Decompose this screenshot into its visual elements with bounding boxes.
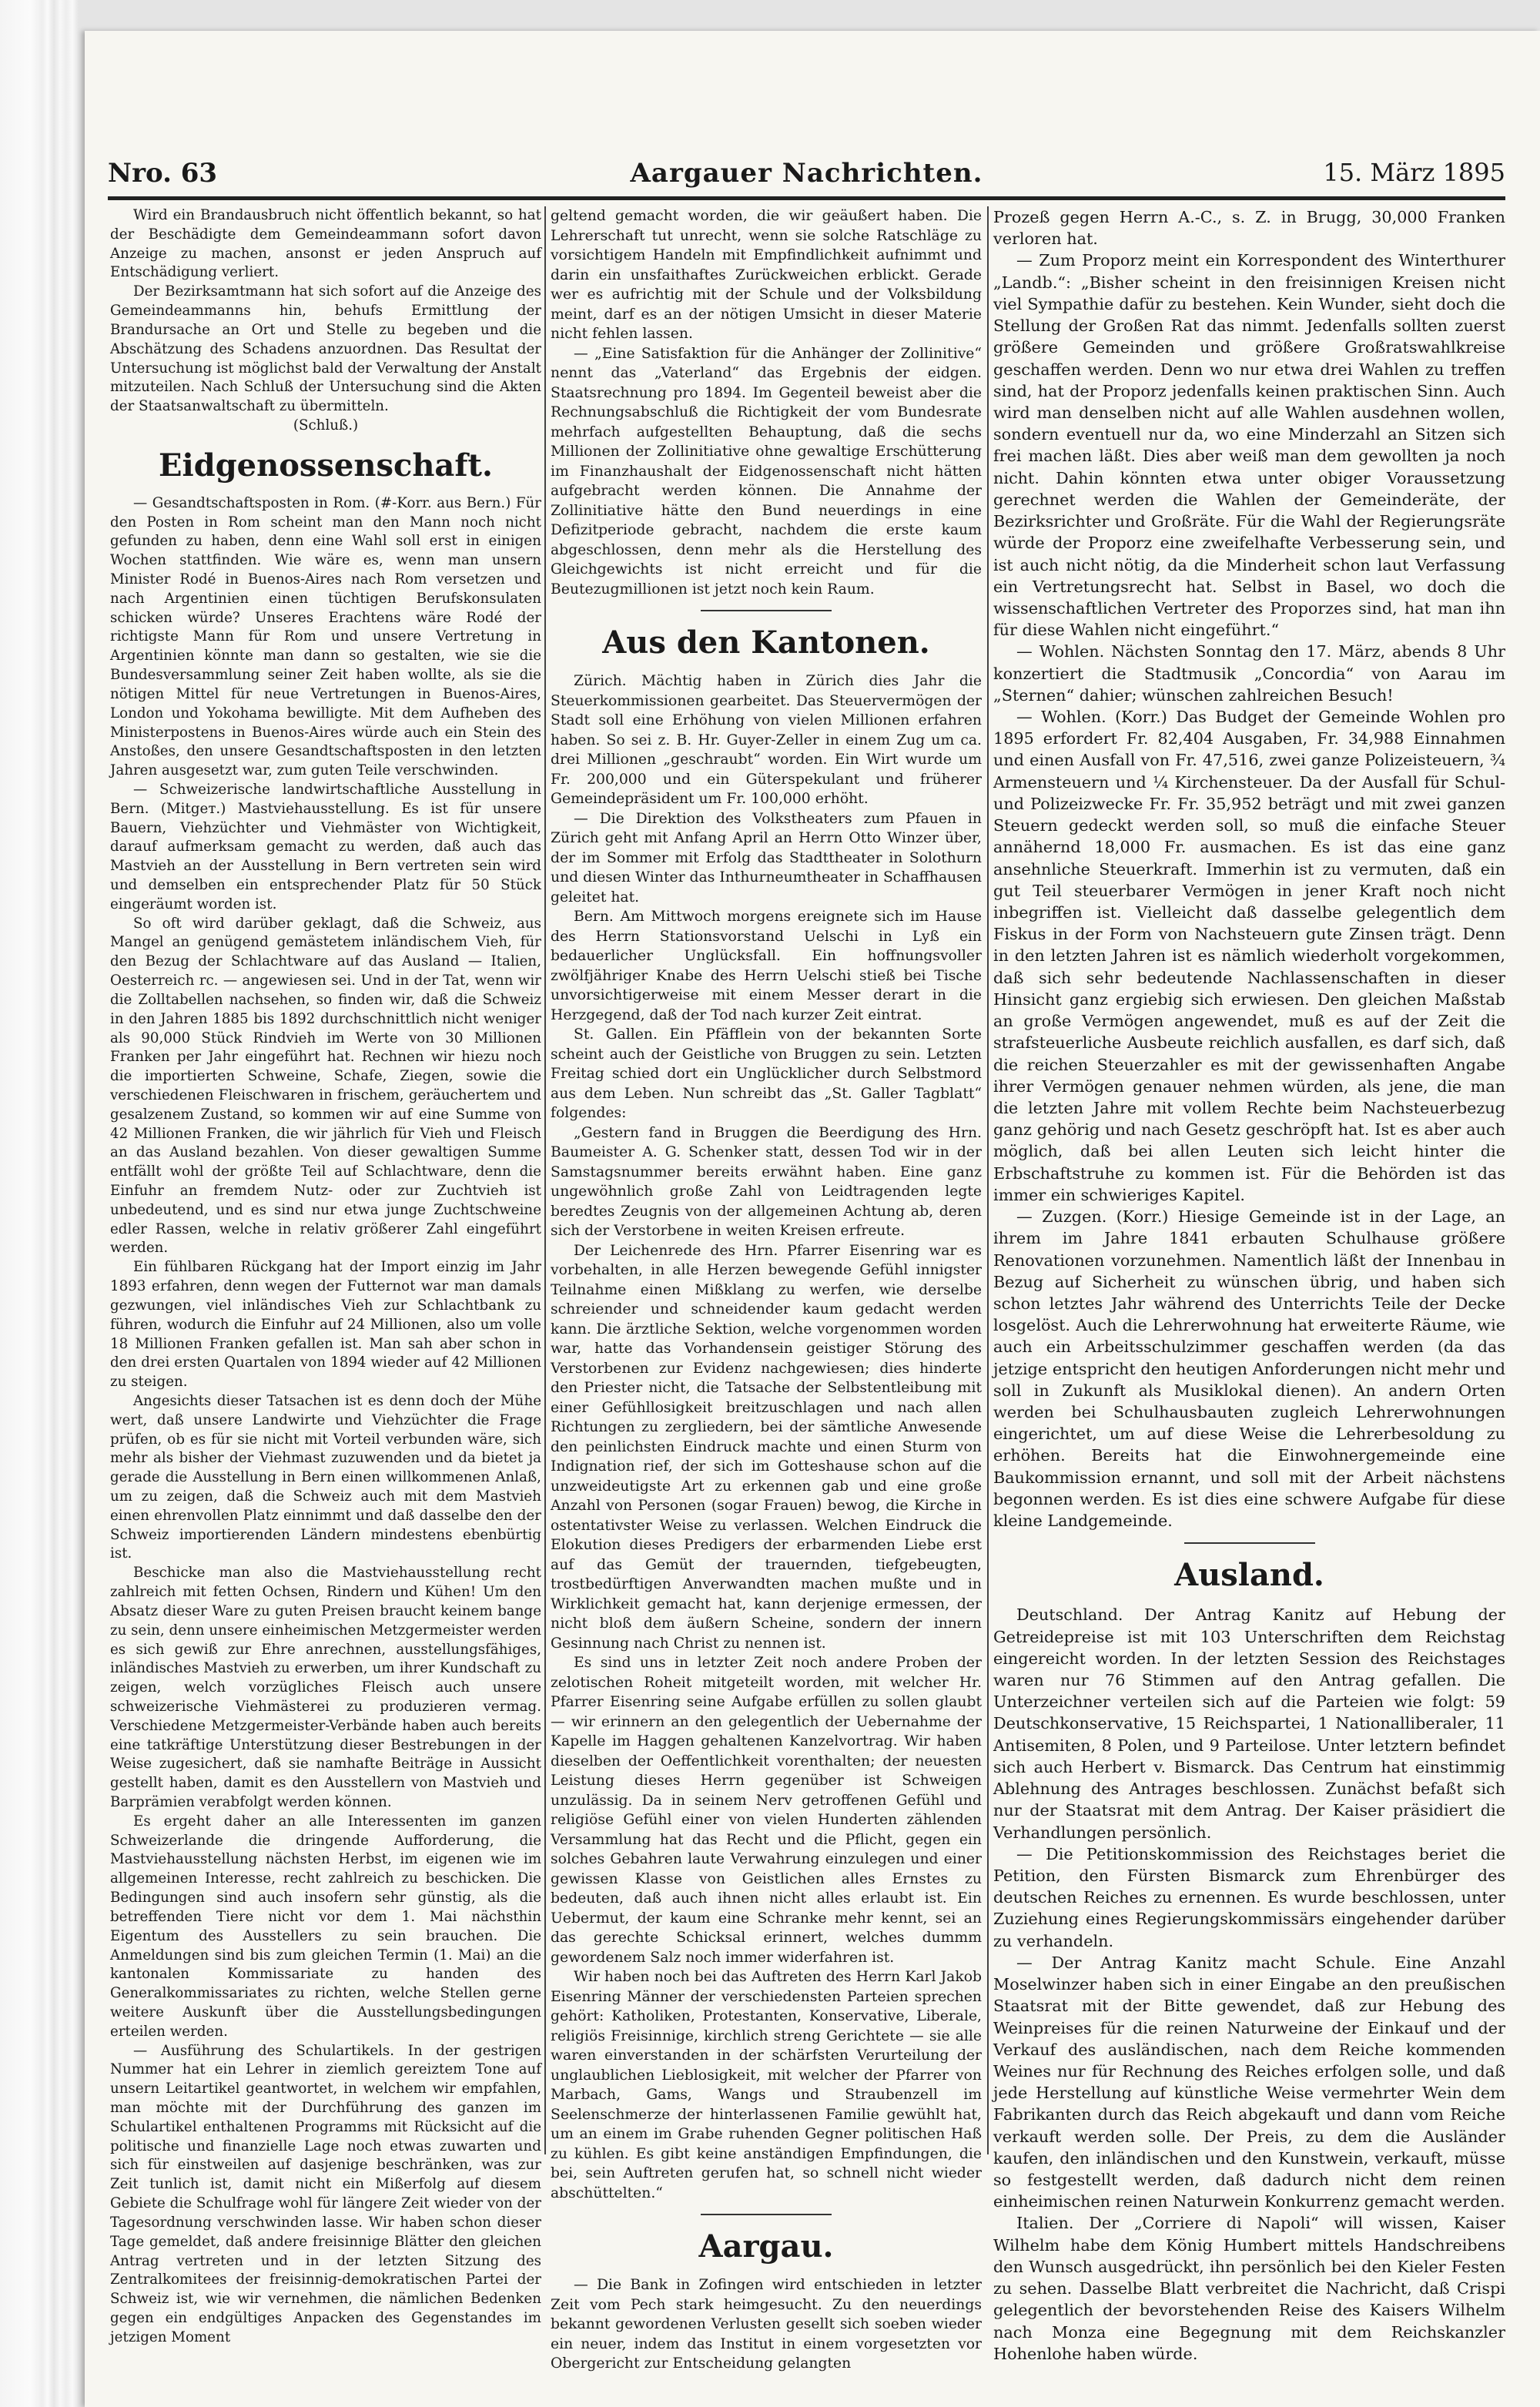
- article-paragraph: Wird ein Brandausbruch nicht öffentlich bekannt, so hat der Beschädigte dem Gemeindeammann sofort davon Anzeige zu machen, ansonst er jeden Anspruch auf Entschädigung verliert.: [110, 207, 541, 281]
- column-3: [993, 206, 1505, 2365]
- article-paragraph: Der Leichenrede des Hrn. Pfarrer Eisenring war es vorbehalten, in alle Herzen bewegende Gefühl innigster Teilnahme einen Mißklang zu werfen, wie derselbe schreiender und schneidender kaum gedacht werden kann. Die ärztliche Sektion, welche vorgenommen worden war, hatte das Vorhandensein geistiger Störung des Verstorbenen zur Evidenz nachgewiesen; dies hinderte den Priester nicht, die Tatsache der Selbstentleibung mit einer Gefühllosigkeit breitzuschlagen und nach allen Richtungen zu zergliedern, bei der sämtliche Anwesende den peinlichsten Eindruck machte und einen Sturm von Indignation rief, der sich im Gotteshause schon auf die unzweideutigste Art zu erkennen gab und eine große Anzahl von Personen (sogar Frauen) bewog, die Kirche in ostentativster Weise zu verlassen. Welchen Eindruck die Elokution dieses Predigers der erbarmenden Liebe erst auf das Gemüt der trauernden, tiefgebeugten, trostbedürftigen Anverwandten machen mußte und in Wirklichkeit gemacht hat, kann derjenige ermessen, der nicht bloß dem äußern Scheine, sondern der innern Gesinnung nach Christ zu nennen ist.: [551, 1242, 982, 1652]
- article-paragraph: Beschicke man also die Mastviehausstellung recht zahlreich mit fetten Ochsen, Rindern und Kühen! Um den Absatz dieser Ware zu guten Preisen braucht keinem bange zu sein, denn unsere einheimischen Metzgermeister werden es sich gewiß zur Ehre anrechnen, ausstellungsfähiges, inländisches Mastvieh zu erwerben, um ihrer Kundschaft zu zeigen, welch vorzügliches Fleisch auch unsere schweizerische Viehmästerei zu produzieren vermag. Verschiedene Metzgermeister-Verbände haben auch bereits eine tatkräftige Unterstützung dieser Bestrebungen in der Weise zugesichert, daß sie namhafte Beiträge in Aussicht gestellt haben, damit es den Ausstellern von Mastvieh und Barprämien verabfolgt werden können.: [110, 1565, 541, 1810]
- article-paragraph: — Zum Proporz meint ein Korrespondent des Winterthurer „Landb.“: „Bisher scheint in den freisinnigen Kreisen nicht viel Sympathie dafür zu bestehen. Kein Wunder, sieht doch die Stellung der Großen Rat das nimmt. Jedenfalls sollten zuerst größere Gemeinden und größere Großratswahlkreise geschaffen werden. Denn wo nur etwa drei Wahlen zu treffen sind, hat der Proporz jedenfalls keinen praktischen Sinn. Auch wird man denselben nicht auf alle Wahlen ausdehnen wollen, sondern eventuell nur da, wo eine Minderzahl an Sitzen sich frei machen läßt. Dies aber weiß man dem gewollten ja noch nicht. Dahin könnten etwa unter obiger Voraussetzung gerechnet werden die Wahlen der Gemeinderäte, der Bezirksrichter und Großräte. Für die Wahl der Regierungsräte würde der Proporz eine zweifelhafte Verbesserung sein, und ist auch nicht nötig, da die Minderheit schon laut Verfassung ein Vertretungsrecht hat. Selbst in Basel, wo doch die wissenschaftlichen Vertreter des Proporzes sind, hat man ihn für diese Wahlen nicht eingeführt.“: [993, 251, 1505, 640]
- issue-number: Nro. 63: [108, 158, 218, 189]
- article-paragraph: Es ergeht daher an alle Interessenten im ganzen Schweizerlande die dringende Aufforderung, die Mastviehausstellung nächsten Herbst, im eigenen wie im allgemeinen Interesse, recht zahlreich zu beschicken. Die Bedingungen sind auch insofern sehr günstig, als die betreffenden Tiere nicht vor dem 1. Mai nächsthin Eigentum des Ausstellers zu sein brauchen. Die Anmeldungen sind bis zum gleichen Termin (1. Mai) an die kantonalen Kommissariate zu handen des Generalkommissariates zu richten, welche Stellen gerne weitere Auskunft über die Ausstellungsbedingungen erteilen werden.: [110, 1813, 541, 2040]
- article-paragraph: „Gestern fand in Bruggen die Beerdigung des Hrn. Baumeister A. G. Schenker statt, dessen Tod wir in der Samstagsnummer bereits erwähnt haben. Eine ganz ungewöhnlich große Zahl von Leidtragenden legte beredtes Zeugnis von der allgemeinen Achtung ab, deren sich der Verstorbene in weiten Kreisen erfreute.: [551, 1124, 982, 1239]
- article-paragraph: Der Bezirksamtmann hat sich sofort auf die Anzeige des Gemeindeammanns hin, behufs Ermittlung der Brandursache an Ort und Stelle zu begeben und die Abschätzung des Schadens anzuordnen. Das Resultat der Untersuchung ist möglichst bald der Verwaltung der Anstalt mitzuteilen. Nach Schluß der Untersuchung sind die Akten der Staatsanwaltschaft zu übermitteln.: [110, 283, 541, 415]
- column-divider: [544, 206, 546, 2154]
- column-2: [551, 206, 982, 2374]
- column-divider: [987, 206, 989, 2154]
- article-paragraph: Prozeß gegen Herrn A.-C., s. Z. in Brugg, 30,000 Franken verloren hat.: [993, 208, 1505, 249]
- article-paragraph: Angesichts dieser Tatsachen ist es denn doch der Mühe wert, daß unsere Landwirte und Viehzüchter die Frage prüfen, ob es für sie nicht mit Vorteil verbunden wäre, sich mehr als bisher der Viehmast zuzuwenden und da bietet ja gerade die Ausstellung in Bern einen willkommenen Anlaß, um zu zeigen, daß die Schweiz auch mit dem Mastvieh einen ehrenvollen Platz einnimmt und daß dasselbe den der Schweiz importierenden Ländern mindestens ebenbürtig ist.: [110, 1392, 541, 1562]
- page-header: [108, 158, 1505, 200]
- section-heading-kantonen: Aus den Kantonen.: [602, 624, 930, 661]
- article-paragraph: Zürich. Mächtig haben in Zürich dies Jahr die Steuerkommissionen gearbeitet. Das Steuervermögen der Stadt soll eine Erhöhung von vielen Millionen erfahren haben. So sei z. B. Hr. Guyer-Zeller in einem Zug um ca. drei Millionen „geschraubt“ worden. Ein Wirt wurde um Fr. 200,000 und ein Güterspekulant und früherer Gemeindepräsident um Fr. 100,000 erhöht.: [551, 673, 982, 807]
- article-paragraph: — Wohlen. Nächsten Sonntag den 17. März, abends 8 Uhr konzertiert die Stadtmusik „Concordia“ von Aarau im „Sternen“ dahier; wünschen zahlreichen Besuch!: [993, 642, 1505, 705]
- section-heading-ausland: Ausland.: [1174, 1557, 1324, 1594]
- section-heading-aargau: Aargau.: [698, 2228, 834, 2265]
- article-paragraph: So oft wird darüber geklagt, daß die Schweiz, aus Mangel an genügend gemästetem inländischem Vieh, für den Bezug der Schlachtware auf das Ausland — Italien, Oesterreich rc. — angewiesen sei. Und in der Tat, wenn wir die Zolltabellen nachsehen, so finden wir, daß die Schweiz in den Jahren 1885 bis 1892 durchschnittlich nicht weniger als 90,000 Stück Rindvieh im Werte von 30 Millionen Franken per Jahr eingeführt hat. Rechnen wir hiezu noch die importierten Schweine, Schafe, Ziegen, sowie die verschiedenen Fleischwaren in frischem, geräuchertem und gesalzenem Zustand, so kommen wir auf eine Summe von 42 Millionen Franken, die wir jährlich für Vieh und Fleisch an das Ausland bezahlen. Von dieser gewaltigen Summe entfällt wohl der größte Teil auf Schlachtware, denn die Einfuhr an fremdem Nutz- oder zur Zuchtvieh ist unbedeutend, und es sind nur etwa junge Zuchtschweine edler Rassen, welche in relativ größerer Zahl eingeführt werden.: [110, 915, 541, 1257]
- article-paragraph: Bern. Am Mittwoch morgens ereignete sich im Hause des Herrn Stationsvorstand Uelschi in Lyß ein bedauerlicher Unglücksfall. Ein hoffnungsvoller zwölfjähriger Knabe des Herrn Uelschi stieß bei Tische unvorsichtigerweise mit einem Messer derart in die Herzgegend, daß der Tod nach kurzer Zeit eintrat.: [551, 909, 982, 1023]
- article-paragraph: St. Gallen. Ein Pfäfflein von der bekannten Sorte scheint auch der Geistliche von Bruggen zu sein. Letzten Freitag schied dort ein Unglücklicher durch Selbstmord aus dem Leben. Nun schreibt das „St. Galler Tagblatt“ folgendes:: [551, 1026, 982, 1121]
- article-paragraph: — Wohlen. (Korr.) Das Budget der Gemeinde Wohlen pro 1895 erfordert Fr. 82,404 Ausgaben, Fr. 34,988 Einnahmen und einen Ausfall von Fr. 47,516, zwei ganze Polizeisteuern, ¾ Armensteuern und ¼ Kirchensteuer. Da der Ausfall für Schul- und Polizeizwecke Fr. Fr. 35,952 beträgt und mit zwei ganzen Steuern gedeckt werden soll, so muß die einfache Steuer annähernd 18,000 Fr. ausmachen. Es ist das eine ganz ansehnliche Steuerkraft. Immerhin ist zu vermuten, daß ein gut Teil steuerbarer Vermögen in jener Kraft noch nicht inbegriffen ist. Vielleicht daß dasselbe gelegentlich dem Fiskus in der Form von Nachsteuern gute Zinsen trägt. Denn in den letzten Jahren ist es nämlich wiederholt vorgekommen, daß sich sehr bedeutende Nachlassenschaften in dieser Hinsicht ganz ergiebig sich erwiesen. Den gleichen Maßstab an große Vermögen angewendet, muß es auf der Zeit die strafsteuerliche Ausbeute reichlich ausfallen, es darf sich, daß die reichen Steuerzahler es mit der gewissenhaften Angabe ihrer Vermögen genauer nehmen würden, als jene, die man die letzten Jahre mit vollem Rechte beim Nachsteuerbezug ganz gehörig und nach Gesetz geschröpft hat. Ist es aber auch möglich, daß bei allen Leuten sich leicht hinter die Erbschaftstruhe zu kommen ist. Für die Behörden ist das immer ein schwieriges Kapitel.: [993, 708, 1505, 1204]
- article-paragraph: — Die Petitionskommission des Reichstages beriet die Petition, den Fürsten Bismarck zum Ehrenbürger des deutschen Reiches zu ernennen. Es wurde beschlossen, unter Zuziehung eines Regierungskommissärs eingehender darüber zu verhandeln.: [993, 1844, 1505, 1950]
- article-paragraph: Es sind uns in letzter Zeit noch andere Proben der zelotischen Roheit mitgeteilt worden, mit welcher Hr. Pfarrer Eisenring seine Aufgabe erfüllen zu sollen glaubt — wir erinnern an den gelegentlich der Uebernahme der Kapelle im Haggen gehaltenen Kanzelvortrag. Wir haben dieselben der Oeffentlichkeit vorenthalten; der neuesten Leistung dieses Herrn gegenüber ist Schweigen unzulässig. Da in seinem Nerv getroffenen Gefühl und religiöse Gefühl einer von vielen Hunderten zählenden Versammlung hat das Recht und die Pflicht, gegen ein solches Gebahren laute Verwahrung einzulegen und einer gewissen Klasse von Geistlichen alles Ernstes zu bedeuten, daß auch ihnen nicht alles erlaubt ist. Ein Uebermut, der kaum eine Schranke mehr kennt, sei an das gerechte Schicksal erinnert, welches dummm gewordenem Salz noch immer widerfahren ist.: [551, 1655, 982, 1966]
- article-paragraph: Deutschland. Der Antrag Kanitz auf Hebung der Getreidepreise ist mit 103 Unterschriften dem Reichstag eingereicht worden. In der letzten Session des Reichstages waren nur 76 Stimmen auf den Antrag gefallen. Die Unterzeichner verteilen sich auf die Parteien wie folgt: 59 Deutschkonservative, 15 Reichspartei, 1 Nationalliberaler, 11 Antisemiten, 8 Polen, und 9 Parteilose. Unter letztern befindet sich auch Herbert v. Bismarck. Das Centrum hat einstimmig Ablehnung des Antrages beschlossen. Zunächst befaßt sich nur der Staatsrat mit dem Antrag. Der Kaiser präsidiert die Verhandlungen persönlich.: [993, 1605, 1505, 1842]
- column-1: [110, 206, 541, 2348]
- newspaper-title: Aargauer Nachrichten.: [630, 158, 983, 189]
- section-heading-eidgenossenschaft: Eidgenossenschaft.: [159, 447, 493, 484]
- article-paragraph: Wir haben noch bei das Auftreten des Herrn Karl Jakob Eisenring Männer der verschiedensten Parteien sprechen gehört: Katholiken, Protestanten, Konservative, Liberale, religiös Freisinnige, kirchlich streng Gerichtete — sie alle waren einverstanden in der schärfsten Verurteilung der unglaublichen Lieblosigkeit, mit welcher der Pfarrer von Marbach, Gams, Wangs und Straubenzell im Seelenschmerze der hinterlassenen Familie gewühlt hat, um an einem im Grabe ruhenden Gegner politischen Haß zu kühlen. Es gibt keine anständigen Empfindungen, die bei, sein Auftreten gerufen hat, so schnell nicht wieder abschüttelten.“: [551, 1969, 982, 2201]
- article-paragraph: — Schweizerische landwirtschaftliche Ausstellung in Bern. (Mitgeт.) Mastviehausstellung. Es ist für unsere Bauern, Viehzüchter und Viehmäster von Wichtigkeit, darauf aufmerksam gemacht zu werden, daß auch das Mastvieh an der Ausstellung in Bern vertreten sein wird und demselben ein entsprechender Platz für 50 Stück eingeräumt worden ist.: [110, 781, 541, 912]
- article-paragraph: — Die Bank in Zofingen wird entschieden in letzter Zeit vom Pech stark heimgesucht. Zu den neuerdings bekannt gewordenen Verlusten gesellt sich soeben wieder ein neuer, indem das Institut in einem vorgesetzten vor Obergericht zur Entscheidung gelangten: [551, 2277, 982, 2372]
- article-paragraph: — Die Direktion des Volkstheaters zum Pfauen in Zürich geht mit Anfang April an Herrn Otto Winzer über, der im Sommer mit Erfolg das Stadttheater in Solothurn und diesen Winter das Inthurneumtheater in Schaffhausen geleitet hat.: [551, 810, 982, 906]
- section-divider: [701, 610, 832, 611]
- article-paragraph: — Zuzgen. (Korr.) Hiesige Gemeinde ist in der Lage, an ihrem im Jahre 1841 erbauten Schulhause größere Renovationen vorzunehmen. Namentlich läßt der Innenbau in Bezug auf Sicherheit zu wünschen übrig, und haben sich schon letztes Jahr während des Unterrichts Teile der Decke losgelöst. Auch die Lehrerwohnung hat erweiterte Räume, wie auch ein Arbeitsschulzimmer geschaffen werden (da das jetzige entspricht den heutigen Anforderungen nicht mehr und soll in Zukunft als Musiklokal dienen). An andern Orten werden bei Schulhausbauten zugleich Lehrerwohnungen eingerichtet, um auf diese Weise die Lehrerbesoldung zu erhöhen. Bereits hat die Einwohnergemeinde eine Baukommission ernannt, und soll mit der Arbeit nächstens begonnen werden. Es ist dies eine schwere Aufgabe für diese kleine Landgemeinde.: [993, 1207, 1505, 1531]
- article-paragraph: Ein fühlbaren Rückgang hat der Import einzig im Jahr 1893 erfahren, denn wegen der Futternot war man damals gezwungen, viel inländisches Vieh zur Schlachtbank zu führen, wodurch die Einfuhr auf 24 Millionen, also um volle 18 Millionen Franken gefallen ist. Man sah aber schon in den drei ersten Quartalen von 1894 wieder auf 42 Millionen zu steigen.: [110, 1259, 541, 1391]
- section-divider: [1184, 1542, 1315, 1544]
- article-end-note: (Schluß.): [293, 417, 359, 434]
- article-paragraph: — Ausführung des Schulartikels. In der gestrigen Nummer hat ein Lehrer in ziemlich gereiztem Tone auf unsern Leitartikel geantwortet, in welchem wir empfahlen, man möchte mit der Durchführung des ganzen im Schulartikel enthaltenen Programms mit Rücksicht auf die politische und finanzielle Lage noch etwas zuwarten und sich für einstweilen auf dasjenige beschränken, was zur Zeit tunlich ist, damit nicht ein Mißerfolg auf diesem Gebiete die Schulfrage wohl für längere Zeit wieder von der Tagesordnung verschwinden lasse. Wir haben schon dieser Tage gemeldet, daß andere freisinnige Blätter den gleichen Antrag vertreten und in der letzten Sitzung des Zentralkomitees der freisinnig-demokratischen Partei der Schweiz ist, wie wir vernehmen, die nämlichen Bedenken gegen ein endgültiges Anpacken des Gegenstandes im jetzigen Moment: [110, 2042, 541, 2345]
- issue-date: 15. März 1895: [1323, 158, 1505, 187]
- article-paragraph: — Gesandtschaftsposten in Rom. (#-Korr. aus Bern.) Für den Posten in Rom scheint man den Mann noch nicht gefunden zu haben, denn eine Wahl soll erst in einigen Wochen stattfinden. Wie wäre es, wenn man unsern Minister Rodé in Buenos-Aires nach Rom versetzen und nach Argentinien einen tüchtigen Berufskonsulaten schicken würde? Unseres Erachtens wäre Rodé der richtigste Mann für Rom und unsere Vertretung in Argentinien könnte man dann so gestalten, wie sie die Bundesversammlung seiner Zeit haben wollte, als sie die nötigen Mittel für neue Vertretungen in Buenos-Aires, London und Yokohama bewilligte. Mit dem Aufheben des Ministerpostens in Buenos-Aires würde auch ein Stein des Anstoßes, den unsere Gesandtschaftsposten in den letzten Jahren ausgesetzt war, zum guten Teile verschwinden.: [110, 494, 541, 779]
- article-paragraph: geltend gemacht worden, die wir geäußert haben. Die Lehrerschaft tut unrecht, wenn sie solche Ratschläge zu vorsichtigem Handeln mit Empfindlichkeit aufnimmt und darin ein unsfaithaftes Zurückweichen erblickt. Gerade wer es aufrichtig mit der Schule und der Volksbildung meint, darf es an der nötigen Umsicht in dieser Materie nicht fehlen lassen.: [551, 208, 982, 342]
- article-paragraph: — Der Antrag Kanitz macht Schule. Eine Anzahl Moselwinzer haben sich in einer Eingabe an den preußischen Staatsrat mit der Bitte gewendet, daß zur Hebung des Weinpreises für die reinen Naturweine der Einkauf und der Verkauf des ausländischen, nach dem Reiche kommenden Weines nur für Rechnung des Reiches erfolgen solle, und daß jede Herstellung auf künstliche Weise vermehrter Wein dem Fabrikanten durch das Reich abgekauft und dann vom Reiche verkauft werden solle. Der Preis, zu dem die Ausländer kaufen, den inländischen und den Kunstwein, verkauft, müsse so festgestellt werden, daß dadurch nicht dem reinen einheimischen reinen Naturwein Konkurrenz gemacht werden.: [993, 1953, 1505, 2211]
- section-divider: [701, 2214, 832, 2215]
- article-paragraph: — „Eine Satisfaktion für die Anhänger der Zollinitive“ nennt das „Vaterland“ das Ergebnis der eidgen. Staatsrechnung pro 1894. Im Gegenteil beweist aber die Rechnungsabschluß die Richtigkeit der vom Bundesrate mehrfach aufgestellten Behauptung, daß die sechs Millionen der Zollinitiative ohne gewaltige Erschütterung im Finanzhaushalt der Eidgenossenschaft nicht hätten aufgebracht werden können. Die Annahme der Zollinitiative hätte den Bund neuerdings in eine Defizitperiode gebracht, nachdem die erste kaum abgeschlossen, denn mehr als die Herstellung des Gleichgewichts ist nicht erreicht und für die Beutezugmillionen ist jetzt noch kein Raum.: [551, 345, 982, 598]
- article-paragraph: Italien. Der „Corriere di Napoli“ will wissen, Kaiser Wilhelm habe dem König Humbert mittels Handschreibens den Wunsch ausgedrückt, ihn persönlich bei den Kieler Festen zu sehen. Dasselbe Blatt verbreitet die Nachricht, daß Crispi gelegentlich der bevorstehenden Reise des Kaisers Wilhelm nach Monza eine Begegnung mit dem Reichskanzler Hohenlohe haben würde.: [993, 2214, 1505, 2363]
